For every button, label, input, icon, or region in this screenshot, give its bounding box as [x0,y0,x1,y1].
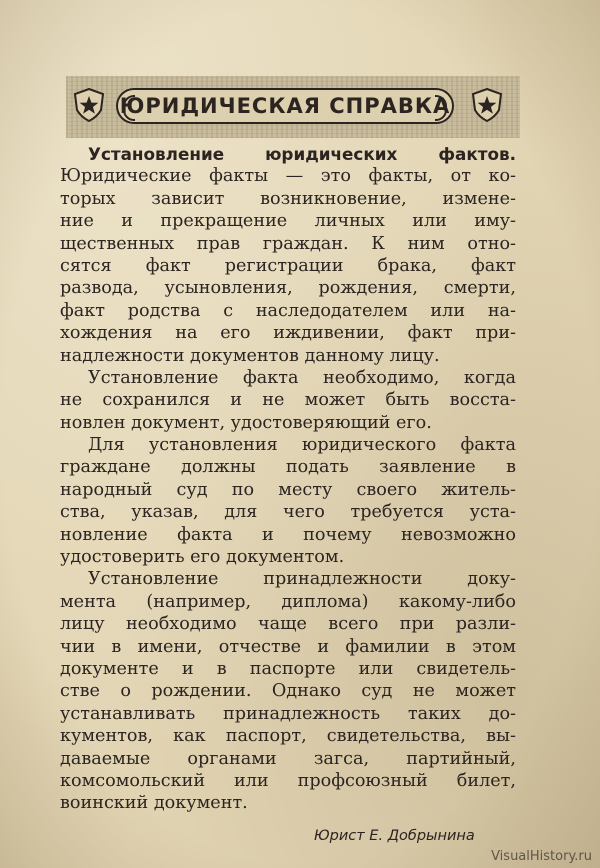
star-shield-emblem-icon [470,88,504,122]
article-line: документе и в паспорте или свидетель- [60,658,516,679]
article-line: даваемые органами загса, партийный, [60,748,516,769]
article-line: надлежности документов данному лицу. [60,345,440,366]
article-line: факт родства с наследодателем или на- [60,300,516,321]
article-line: народный суд по месту своего житель- [60,479,516,500]
header-title-frame [116,88,454,124]
article-line: щественных прав граждан. К ним отно- [60,233,516,254]
article-line: хождения на его иждивении, факт при- [60,323,516,344]
article-line: Установление факта необходимо, когда [88,367,516,388]
article-line: сятся факт регистрации брака, факт [60,255,516,276]
author-signature: Юрист Е. Добрынина [314,828,475,844]
watermark: VisualHistory.ru [491,849,592,864]
article-line: новлен документ, удостоверяющий его. [60,412,432,433]
article-line: удостоверить его документом. [60,547,345,568]
star-shield-emblem-icon [72,88,106,122]
article-line: стве о рождении. Однако суд не может [60,681,516,702]
article-line: лицу необходимо чаще всего при разли- [60,614,516,635]
article-line: торых зависит возникновение, измене- [60,188,516,209]
article-line: ние и прекращение личных или иму- [60,211,516,232]
article-line: граждане должны подать заявление в [60,457,516,478]
article-line: воинский документ. [60,793,248,814]
article-line: устанавливать принадлежность таких до- [60,703,516,724]
article-line: Для установления юридического факта [88,435,516,456]
article-body [60,143,516,815]
article-line: комсомольский или профсоюзный билет, [60,770,516,791]
article-line: чии в имени, отчестве и фамилии в этом [60,636,516,657]
article-line: новление факта и почему невозможно [60,524,516,545]
page-title: ЮРИДИЧЕСКАЯ СПРАВКА [119,94,451,118]
article-line: мента (например, диплома) какому-либо [60,591,516,612]
article-line: кументов, как паспорт, свидетельства, вы- [60,726,516,747]
article-line: развода, усыновления, рождения, смерти, [60,278,516,299]
article-line: не сохранился и не может быть восста- [60,390,516,411]
article-line: Установление принадлежности доку- [88,569,516,590]
article-line: Юридические факты — это факты, от ко- [60,166,516,187]
article-line: ства, указав, для чего требуется уста- [60,502,516,523]
article-heading-line: Установление юридических фактов. [88,144,516,164]
